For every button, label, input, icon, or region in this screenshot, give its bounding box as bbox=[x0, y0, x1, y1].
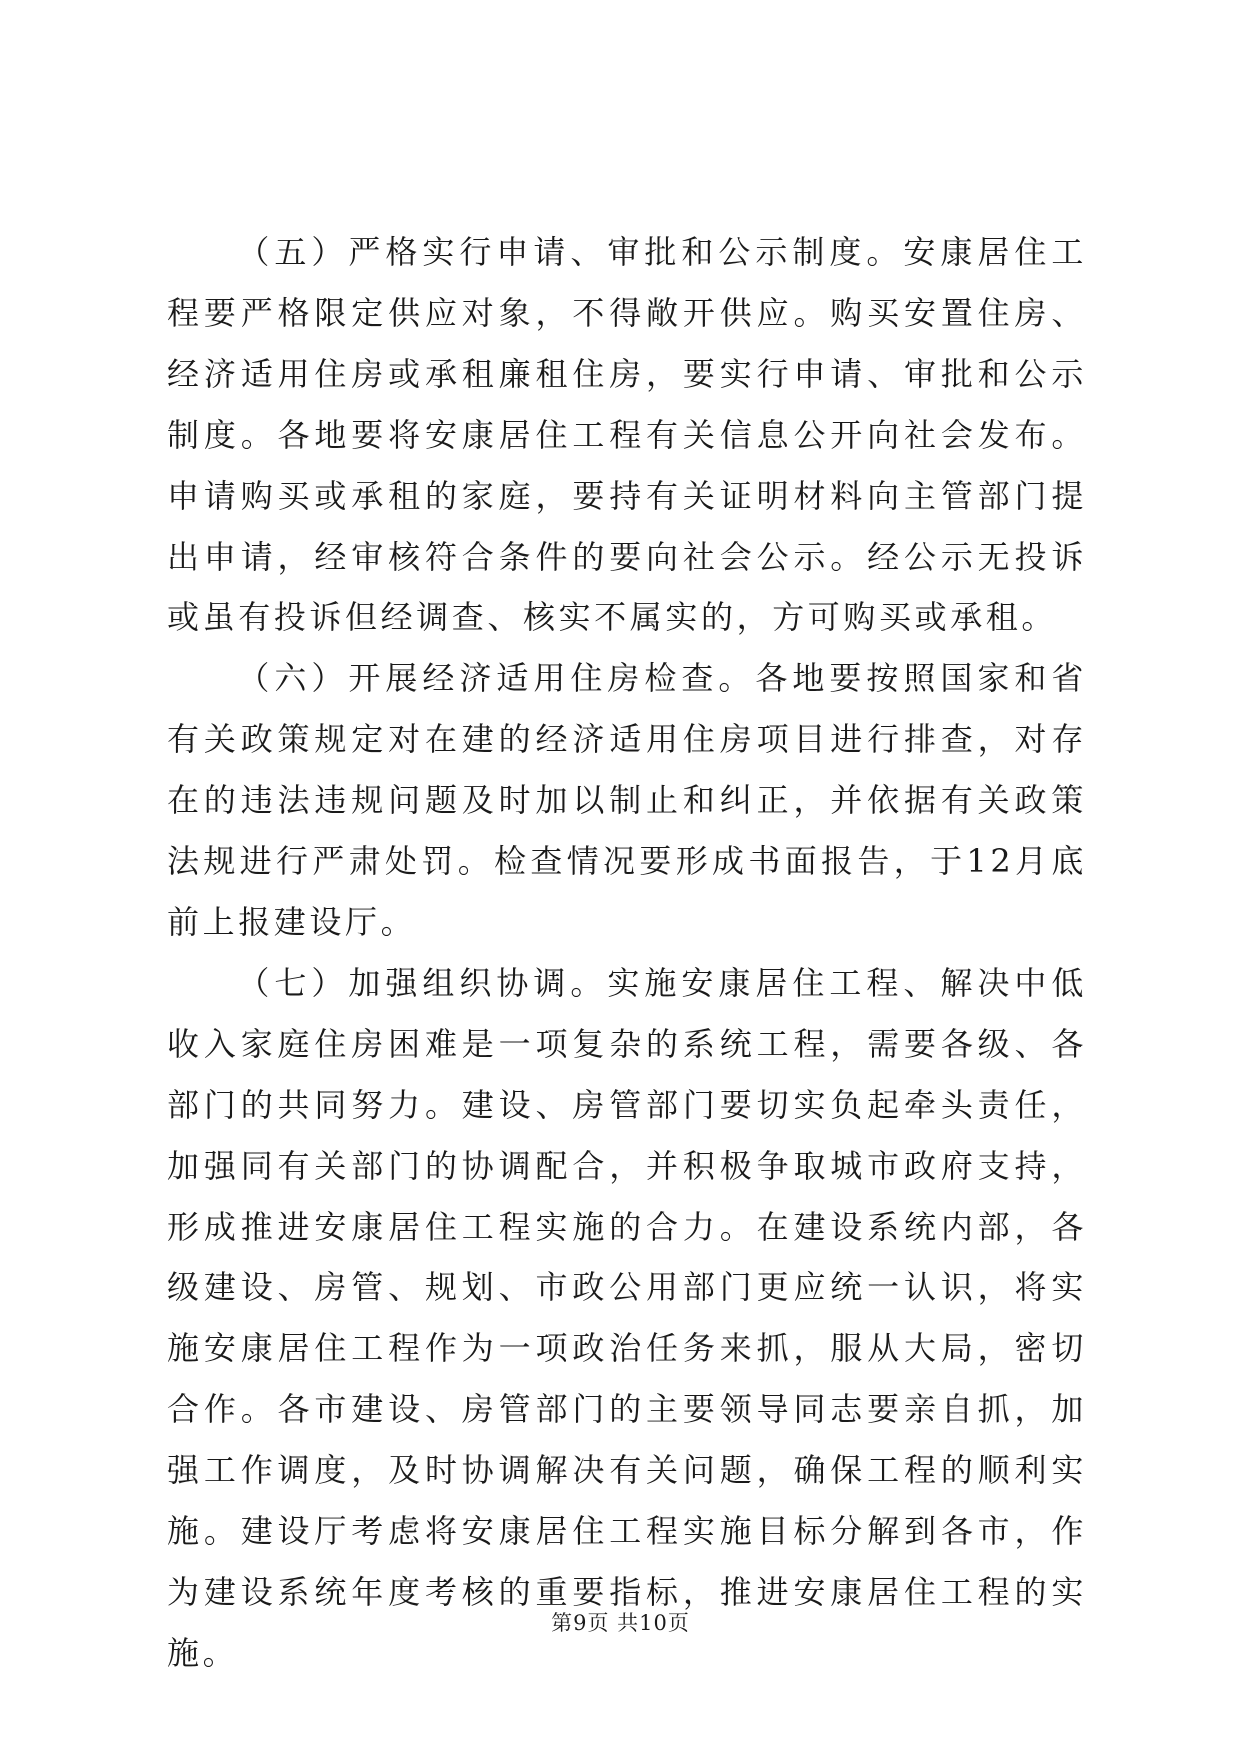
paragraph-seven: （七）加强组织协调。实施安康居住工程、解决中低收入家庭住房困难是一项复杂的系统工程，需要各级、各部门的共同努力。建设、房管部门要切实负起牵头责任，加强同有关部门的协调配合，并积极争取城市政府支持，形成推进安康居住工程实施的合力。在建设系统内部，各级建设、房管、规划、市政公用部门更应统一认识，将实施安康居住工程作为一项政治任务来抓，服从大局，密切合作。各市建设、房管部门的主要领导同志要亲自抓，加强工作调度，及时协调解决有关问题，确保工程的顺利实施。建设厅考虑将安康居住工程实施目标分解到各市，作为建设系统年度考核的重要指标，推进安康居住工程的实施。 bbox=[167, 963, 1087, 1672]
page-footer: 第9页 共10页 bbox=[551, 1611, 690, 1635]
document-body bbox=[167, 222, 1087, 1684]
paragraph-six: （六）开展经济适用住房检查。各地要按照国家和省有关政策规定对在建的经济适用住房项目进行排查，对存在的违法违规问题及时加以制止和纠正，并依据有关政策法规进行严肃处罚。检查情况要形成书面报告，于12月底前上报建设厅。 bbox=[167, 659, 1087, 941]
paragraph-five: （五）严格实行申请、审批和公示制度。安康居住工程要严格限定供应对象，不得敞开供应。购买安置住房、经济适用住房或承租廉租住房，要实行申请、审批和公示制度。各地要将安康居住工程有关信息公开向社会发布。申请购买或承租的家庭，要持有关证明材料向主管部门提出申请，经审核符合条件的要向社会公示。经公示无投诉或虽有投诉但经调查、核实不属实的，方可购买或承租。 bbox=[167, 233, 1087, 637]
